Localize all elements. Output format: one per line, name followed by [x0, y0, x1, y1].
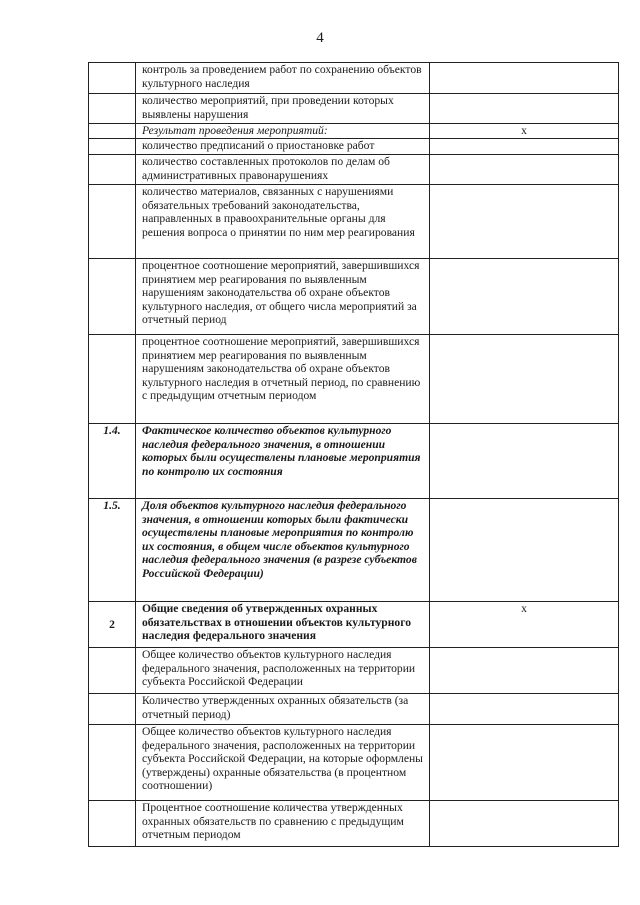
- row-value: [430, 801, 619, 847]
- page-number: 4: [316, 30, 324, 46]
- row-number: [89, 335, 136, 424]
- row-text: количество материалов, связанных с нарушениями обязательных требований законодательства, направленных в правоохранительные органы для решения вопроса о принятии по ним мер реагирования: [136, 185, 430, 259]
- row-value: х: [430, 602, 619, 648]
- row-value: [430, 725, 619, 801]
- row-text: количество предписаний о приостановке работ: [136, 139, 430, 155]
- table-row: [89, 694, 619, 725]
- table-row: [89, 63, 619, 94]
- table-row: [89, 499, 619, 602]
- row-text: Процентное соотношение количества утвержденных охранных обязательств по сравнению с предыдущим отчетным периодом: [136, 801, 430, 847]
- row-number: 2: [89, 602, 136, 648]
- row-text: процентное соотношение мероприятий, завершившихся принятием мер реагирования по выявленным нарушениям законодательства об охране объектов культурного наследия, от общего числа мероприятий за отчетный период: [136, 259, 430, 335]
- table-row: [89, 801, 619, 847]
- table-row: [89, 124, 619, 139]
- row-number: 1.4.: [89, 424, 136, 499]
- row-number: [89, 648, 136, 694]
- row-number: [89, 694, 136, 725]
- row-text-bold-italic: Доля объектов культурного наследия федерального значения, в отношении которых были фактически осуществлены плановые мероприятия по контролю их состояния, в общем числе объектов культурного наследия федерального значения (в разрезе субъектов Российской Федерации): [136, 499, 430, 602]
- table-row: [89, 155, 619, 185]
- table-row: [89, 424, 619, 499]
- table-row: [89, 139, 619, 155]
- row-value: [430, 63, 619, 94]
- row-value: х: [430, 124, 619, 139]
- row-value: [430, 648, 619, 694]
- row-number: [89, 185, 136, 259]
- row-number: 1.5.: [89, 499, 136, 602]
- row-number: [89, 124, 136, 139]
- row-text: контроль за проведением работ по сохранению объектов культурного наследия: [136, 63, 430, 94]
- table-row: [89, 648, 619, 694]
- row-number: [89, 63, 136, 94]
- row-value: [430, 694, 619, 725]
- row-text: Количество утвержденных охранных обязательств (за отчетный период): [136, 694, 430, 725]
- indicators-table: [88, 62, 619, 847]
- row-value: [430, 139, 619, 155]
- table-row: [89, 185, 619, 259]
- row-value: [430, 94, 619, 124]
- table-row: [89, 94, 619, 124]
- row-text-italic-heading: Результат проведения мероприятий:: [136, 124, 430, 139]
- row-text: Общее количество объектов культурного наследия федерального значения, расположенных на территории субъекта Российской Федерации: [136, 648, 430, 694]
- row-value: [430, 424, 619, 499]
- row-text: Общее количество объектов культурного наследия федерального значения, расположенных на территории субъекта Российской Федерации, на которые оформлены (утверждены) охранные обязательства (в процентном соотношении): [136, 725, 430, 801]
- row-text-bold: Общие сведения об утвержденных охранных обязательствах в отношении объектов культурного наследия федерального значения: [136, 602, 430, 648]
- row-value: [430, 155, 619, 185]
- row-value: [430, 259, 619, 335]
- row-text: количество составленных протоколов по делам об административных правонарушениях: [136, 155, 430, 185]
- row-value: [430, 185, 619, 259]
- table-row: [89, 602, 619, 648]
- row-value: [430, 499, 619, 602]
- row-number: [89, 801, 136, 847]
- row-text: процентное соотношение мероприятий, завершившихся принятием мер реагирования по выявленным нарушениям законодательства об охране объектов культурного наследия в отчетный период, по сравнению с предыдущим отчетным периодом: [136, 335, 430, 424]
- row-number: [89, 139, 136, 155]
- row-text: количество мероприятий, при проведении которых выявлены нарушения: [136, 94, 430, 124]
- row-value: [430, 335, 619, 424]
- row-number: [89, 259, 136, 335]
- table-row: [89, 259, 619, 335]
- row-number: [89, 94, 136, 124]
- table-row: [89, 725, 619, 801]
- row-number: [89, 155, 136, 185]
- row-number: [89, 725, 136, 801]
- table-row: [89, 335, 619, 424]
- row-text-bold-italic: Фактическое количество объектов культурного наследия федерального значения, в отношении которых были осуществлены плановые мероприятия по контролю их состояния: [136, 424, 430, 499]
